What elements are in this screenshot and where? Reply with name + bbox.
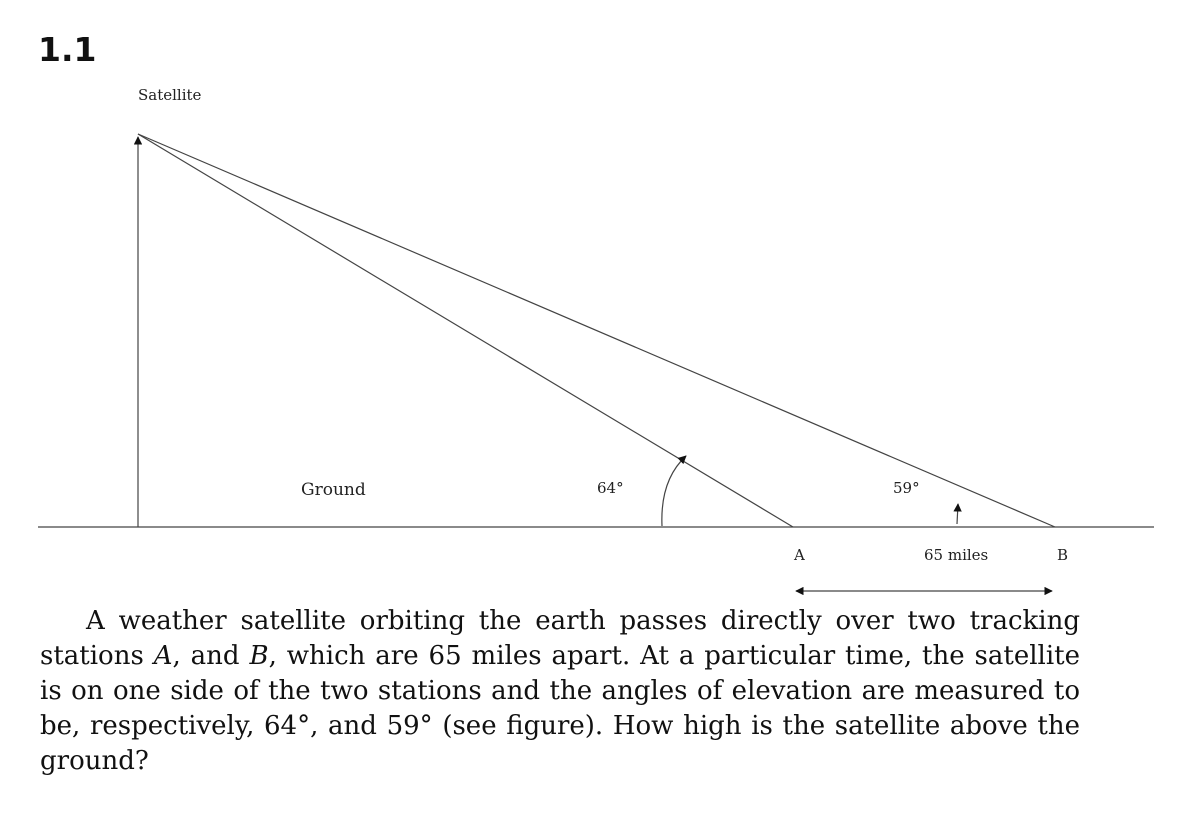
ground-label: Ground	[301, 480, 366, 500]
angle-b-label: 59°	[893, 479, 920, 497]
distance-label: 65 miles	[924, 546, 989, 564]
angle-a-label: 64°	[597, 479, 624, 497]
sight-line-b	[138, 134, 1055, 527]
station-a-label: A	[794, 546, 805, 564]
sight-line-a	[138, 134, 793, 527]
problem-text	[40, 604, 1080, 779]
angle-arc-b	[957, 504, 958, 524]
angle-arc-a	[662, 456, 686, 526]
section-number: 1.1	[38, 30, 97, 69]
problem-part-3: , which are 65 miles apart. At a particular time, the satellite is on one side of the two stations and the angles of elevation are measured to be, respectively, 64°, and 59° (see figure). How high is the satellite above the ground?	[40, 641, 1080, 776]
satellite-label: Satellite	[138, 86, 202, 104]
station-b-label: B	[1057, 546, 1069, 564]
station-a-ref: A	[153, 641, 173, 671]
station-b-ref: B	[249, 641, 269, 671]
problem-part-2: , and	[172, 641, 250, 671]
problem-part-1: A weather satellite orbiting the earth passes directly over two tracking stations	[40, 606, 1080, 671]
